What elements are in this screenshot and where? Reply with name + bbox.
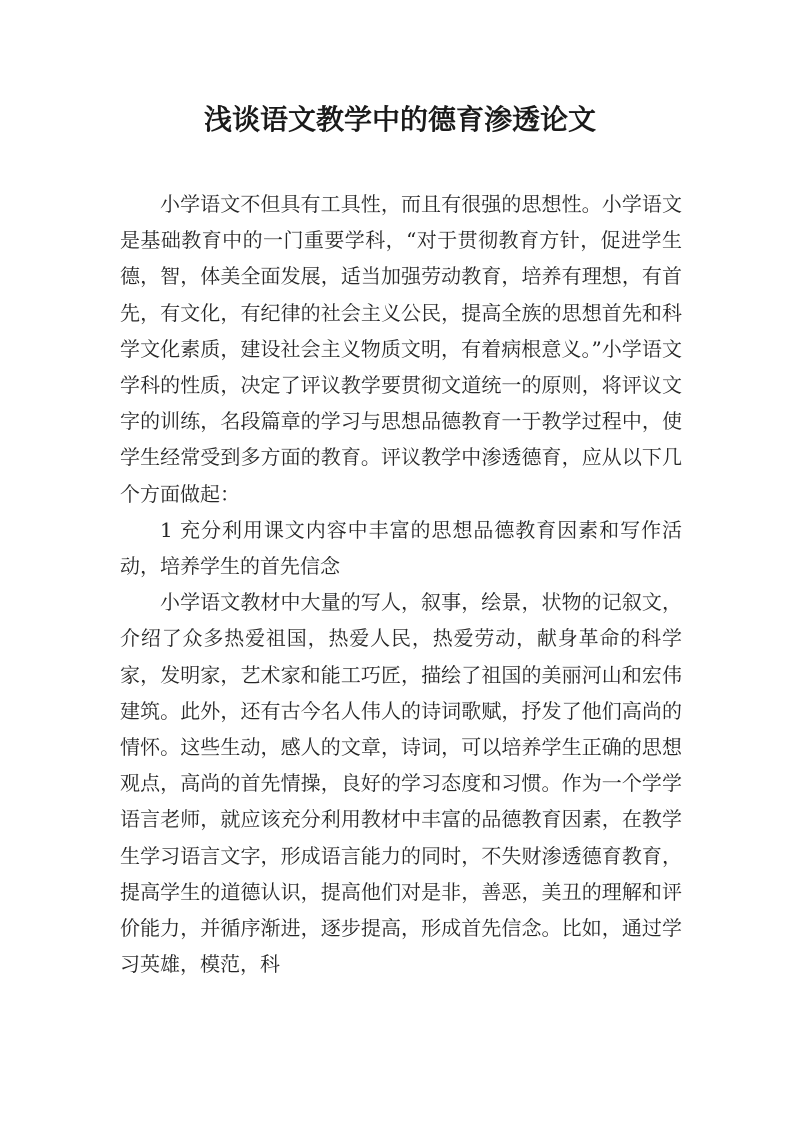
- document-title: 浅谈语文教学中的德育渗透论文: [203, 103, 596, 136]
- document-body: [120, 186, 682, 982]
- section-heading-1: 1 充分利用课文内容中丰富的思想品德教育因素和写作活动，培养学生的首先信念: [120, 517, 682, 579]
- paragraph-intro: 小学语文不但具有工具性，而且有很强的思想性。小学语文是基础教育中的一门重要学科，“对于贯彻教育方针，促进学生德，智，体美全面发展，适当加强劳动教育，培养有理想，有首先，有文化，有纪律的社会主义公民，提高全族的思想首先和科学文化素质，建设社会主义物质文明，有着病根意义。”小学语文学科的性质，决定了评议教学要贯彻文道统一的原则，将评议文字的训练，名段篇章的学习与思想品德教育一于教学过程中，使学生经常受到多方面的教育。评议教学中渗透德育，应从以下几个方面做起：: [120, 192, 682, 506]
- paragraph-section-1: 小学语文教材中大量的写人，叙事，绘景，状物的记叙文，介绍了众多热爱祖国，热爱人民，热爱劳动，献身革命的科学家，发明家，艺术家和能工巧匠，描绘了祖国的美丽河山和宏伟建筑。此外，还有古今名人伟人的诗词歌赋，抒发了他们高尚的情怀。这些生动，感人的文章，诗词，可以培养学生正确的思想观点，高尚的首先情操，良好的学习态度和习惯。作为一个学学语言老师，就应该充分利用教材中丰富的品德教育因素，在教学生学习语言文字，形成语言能力的同时，不失财渗透德育教育，提高学生的道德认识，提高他们对是非，善恶，美丑的理解和评价能力，并循序渐进，逐步提高，形成首先信念。比如，通过学习英雄，模范，科: [120, 590, 682, 977]
